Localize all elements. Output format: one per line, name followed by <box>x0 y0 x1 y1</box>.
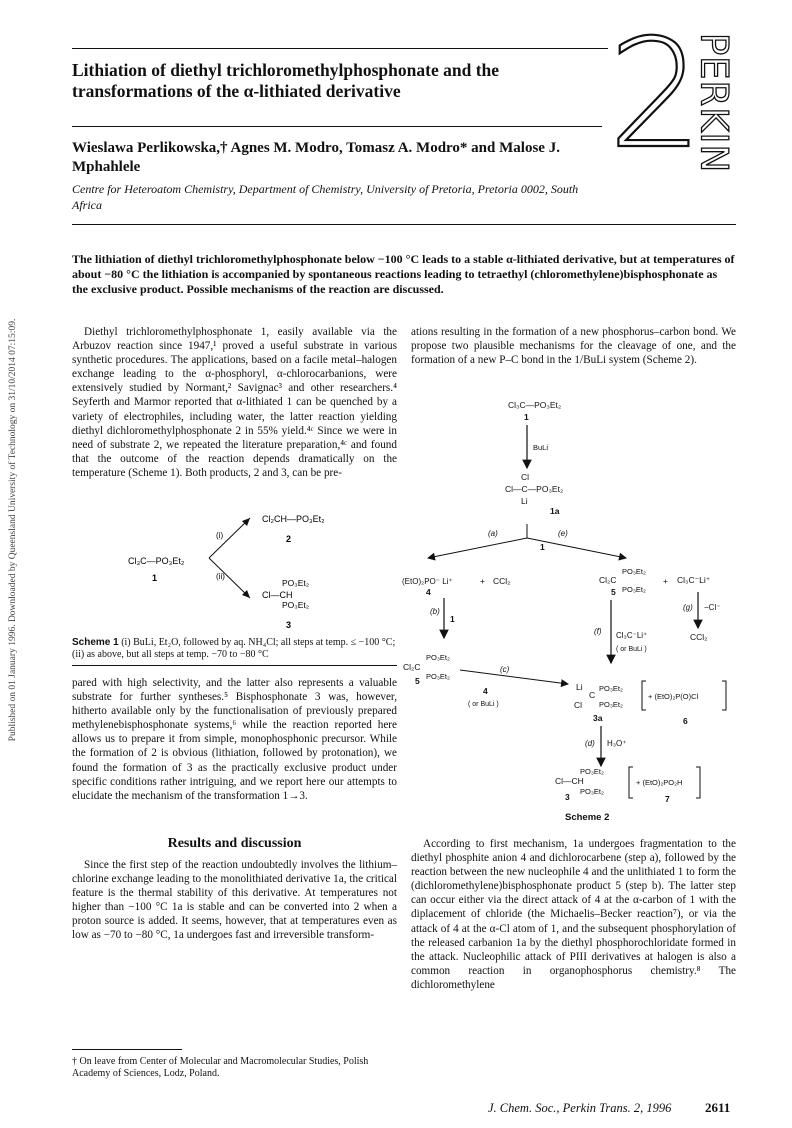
s2-step-d: (d) <box>585 739 595 748</box>
s2-ccl3li: Cl₃C⁻Li⁺ <box>677 575 711 585</box>
s2-f-reag: Cl₃C⁻Li⁺ <box>616 631 648 640</box>
header-rule-top <box>72 48 608 49</box>
s2-arrow-a <box>428 538 527 558</box>
s2-f-sub: ( or BuLi ) <box>616 646 647 653</box>
section-heading: Results and discussion <box>167 836 302 851</box>
s2-plus-7: + (EtO)₂PO₂H <box>636 778 683 787</box>
s2-bracket-7-open <box>629 767 633 798</box>
affiliation: Centre for Heteroatom Chemistry, Department of Chemistry, University of Pretoria, Pretoria 0002, South Africa <box>72 182 579 212</box>
s1-product-3-p1: PO₃Et₂ <box>282 578 310 588</box>
s2-num-6: 6 <box>683 716 688 726</box>
right-column-top <box>411 325 736 367</box>
footnote-rule <box>72 1049 182 1050</box>
s2-step-b: (b) <box>430 607 440 616</box>
s2-step-a: (a) <box>488 529 498 538</box>
s2-3-num: 3 <box>565 792 570 802</box>
s2-1a-li: Li <box>521 496 528 506</box>
scheme-1-caption <box>72 637 397 661</box>
s2-plus2: + <box>663 576 668 586</box>
s2-3a-ptop: PO₃Et₂ <box>599 684 623 693</box>
s2-anion: (EtO)₂PO⁻ Li⁺ <box>402 577 453 586</box>
header-rule-bottom <box>72 224 736 225</box>
scheme-1-caption-text: (i) BuLi, Et₂O, followed by aq. NH₄Cl; all steps at temp. ≤ −100 °C; (ii) as above, but all steps at temp. −70 to −80 °C <box>72 637 396 660</box>
s2-plus-6: + (EtO)₂P(O)Cl <box>648 692 699 701</box>
s2-step-f: (f) <box>594 627 602 636</box>
s2-3a-pbot: PO₃Et₂ <box>599 700 623 709</box>
s2-l5-top: PO₃Et₂ <box>426 653 450 662</box>
page-number: 2611 <box>705 1100 731 1115</box>
scheme-1-rule <box>72 665 397 666</box>
left-column-mid <box>72 676 397 803</box>
s2-b-num: 1 <box>450 614 455 624</box>
s2-c-4: 4 <box>483 686 488 696</box>
s2-bracket-6-close <box>722 681 726 710</box>
s1-product-3-c: Cl—CH <box>262 590 293 600</box>
s1-start-num: 1 <box>152 573 158 583</box>
footnote: † On leave from Center of Molecular and Macromolecular Studies, Polish Academy of Sciences, Lodz, Poland. <box>72 1056 369 1079</box>
s2-3a-cl: Cl <box>574 700 583 710</box>
s2-3-ptop: PO₃Et₂ <box>580 767 604 776</box>
logo-number: 2 <box>608 8 704 182</box>
s2-5-c: Cl₂C <box>599 575 617 585</box>
scheme-1-caption-label: Scheme 1 <box>72 637 119 648</box>
s2-start: Cl₃C—PO₃Et₂ <box>508 400 562 410</box>
download-watermark <box>6 180 20 880</box>
logo-word-text: PERKIN <box>692 32 736 174</box>
s2-3a-li: Li <box>576 682 583 692</box>
abstract: The lithiation of diethyl trichloromethylphosphonate below −100 °C leads to a stable α-lithiated derivative, but at temperatures of about −80 °C the lithiation is accompanied by spontaneous reactions leading to tetraethyl (chloromethylene)bisphosphonate as the exclusive product. Possible mechanisms of the reaction are discussed. <box>72 252 735 296</box>
s2-c-or: ( or BuLi ) <box>468 701 499 708</box>
s2-bracket-7-close <box>696 767 700 798</box>
journal-citation: J. Chem. Soc., Perkin Trans. 2, 1996 <box>488 1101 672 1115</box>
s2-arrow-c <box>460 670 568 684</box>
paragraph-mechanisms: ations resulting in the formation of a new phosphorus–carbon bond. We propose two plausible mechanisms for the cleavage of one, and the formation of a new P–C bond in the 1/BuLi system (Scheme 2). <box>411 326 736 367</box>
s2-5-bot: PO₃Et₂ <box>622 585 646 594</box>
s2-minus-cl: −Cl⁻ <box>704 603 721 612</box>
s2-ccl2-g: CCl₂ <box>690 632 708 642</box>
s2-title: Scheme 2 <box>565 812 610 823</box>
s1-cond-ii: (ii) <box>216 572 225 581</box>
s2-1a-mid: Cl—C—PO₃Et₂ <box>505 484 564 494</box>
s1-product-3-p2: PO₃Et₂ <box>282 600 310 610</box>
s2-5-num: 5 <box>611 587 616 597</box>
s2-plus1: + <box>480 576 485 586</box>
s1-start: Cl₃C—PO₃Et₂ <box>128 556 185 566</box>
article-title: Lithiation of diethyl trichloromethylphosphonate and the transformations of the α-lithiated derivative <box>72 60 500 101</box>
s2-3-pbot: PO₃Et₂ <box>580 787 604 796</box>
s2-step-e: (e) <box>558 529 568 538</box>
s2-fork-num: 1 <box>540 542 545 552</box>
right-column-bottom <box>411 837 736 992</box>
s1-product-3-num: 3 <box>286 620 292 630</box>
download-watermark-text: Published on 01 January 1996. Downloaded by Queensland University of Technology on 31/10/2014 07:15:09. <box>8 318 18 742</box>
perkin-logo <box>608 8 740 182</box>
s2-3-c: Cl—CH <box>555 776 584 786</box>
s2-step-c: (c) <box>500 665 510 674</box>
s2-1a-num: 1a <box>550 506 560 516</box>
header-rule-mid <box>72 126 602 127</box>
s2-3a-c: C <box>589 690 596 700</box>
s2-step-g: (g) <box>683 603 693 612</box>
left-column-top <box>72 325 397 480</box>
paragraph-intro: Diethyl trichloromethylphosphonate 1, easily available via the Arbuzov reaction since 1947,¹ proved a useful substrate in various synthetic procedures. The applications, based on a facile metal–halogen exchange leading to the α-phosphoryl, α-chlorocarbanions, were extensively studied by Normant,² Savignac³ and other researchers.⁴ Seyferth and Marmor reported that α-lithiated 1 can be quenched by a variety of electrophiles, including water, the latter reaction yielding diethyl dichloromethylphosphonate 2 in 55% yield.⁴ᶜ Since we were in need of substrate 2, we repeated the literature preparation,⁴ᶜ and found that the outcome of the reaction depends dramatically on the temperature (Scheme 1). Both products, 2 and 3, can be pre- <box>72 326 397 479</box>
s1-product-2: Cl₂CH—PO₃Et₂ <box>262 514 325 524</box>
s2-num-7: 7 <box>665 794 670 804</box>
s2-l5-c: Cl₂C <box>403 662 421 672</box>
paragraph-results: Since the first step of the reaction undoubtedly involves the lithium–chlorine exchange leading to the monolithiated derivative 1a, the critical feature is the thermal stability of this derivative. At temperatures not higher than −100 °C 1a is stable and can be converted into 2 when a proton source is added. It seems, however, that at temperatures even as low as −70 to −80 °C, 1a undergoes fast and irreversible transform- <box>72 859 397 942</box>
s1-cond-i: (i) <box>216 531 224 540</box>
author-list: Wieslawa Perlikowska,† Agnes M. Modro, Tomasz A. Modro* and Malose J. Mphahlele <box>72 140 560 175</box>
logo-word <box>686 32 742 174</box>
s2-l5-bot: PO₃Et₂ <box>426 672 450 681</box>
s2-bracket-6-open <box>642 681 646 710</box>
s2-h3o: H₃O⁺ <box>607 739 627 748</box>
s2-1a-cl: Cl <box>521 472 530 482</box>
s2-ccl2-a: CCl₂ <box>493 576 511 586</box>
s2-num-4: 4 <box>426 587 431 597</box>
scheme-2 <box>400 388 740 828</box>
s2-l5-num: 5 <box>415 676 420 686</box>
scheme-1 <box>72 506 397 634</box>
s2-start-num: 1 <box>524 412 529 422</box>
paragraph-continued: pared with high selectivity, and the latter also represents a valuable substrate for further syntheses.⁵ Bisphosphonate 3 was, however, hitherto available only by the functionalisation of previously prepared methylenebisphosphonate systems,⁶ while the reaction reported here allows us to prepare it from simple, monophosphonic precursor. While the formation of 2 is obvious (lithiation, followed by protonation), we found the formation of 3 as the practically exclusive product under specific conditions rather intriguing, and we report here our attempts to elucidate the mechanism of the transformation 1→3. <box>72 677 397 802</box>
left-column-bottom <box>72 858 397 943</box>
paragraph-first-mechanism: According to first mechanism, 1a undergoes fragmentation to the diethyl phosphite anion 4 and dichlorocarbene (step a), followed by the reaction between the new nucleophile 4 and the unlithiated 1 to form the (dichloromethylene)bisphosphonate product 5 (step b). The latter step can occur either via the direct attack of 4 at the α-carbon of 1 with the diplacement of chloride (the Michaelis–Becker reaction⁷), or via the attack of 4 at the α-Cl atom of 1, and the subsequent phosphorylation of the released carbanion 1a by the diethyl phosphorochloridate formed in the attack. Nucleophilic attack of PIII derivatives at halogen is also a common reaction in organophosphorus chemistry.⁸ The dichloromethylene <box>411 838 736 991</box>
s2-buli: BuLi <box>533 443 549 452</box>
s2-3a-num: 3a <box>593 713 603 723</box>
s1-product-2-num: 2 <box>286 534 292 544</box>
s2-5-top: PO₃Et₂ <box>622 567 646 576</box>
